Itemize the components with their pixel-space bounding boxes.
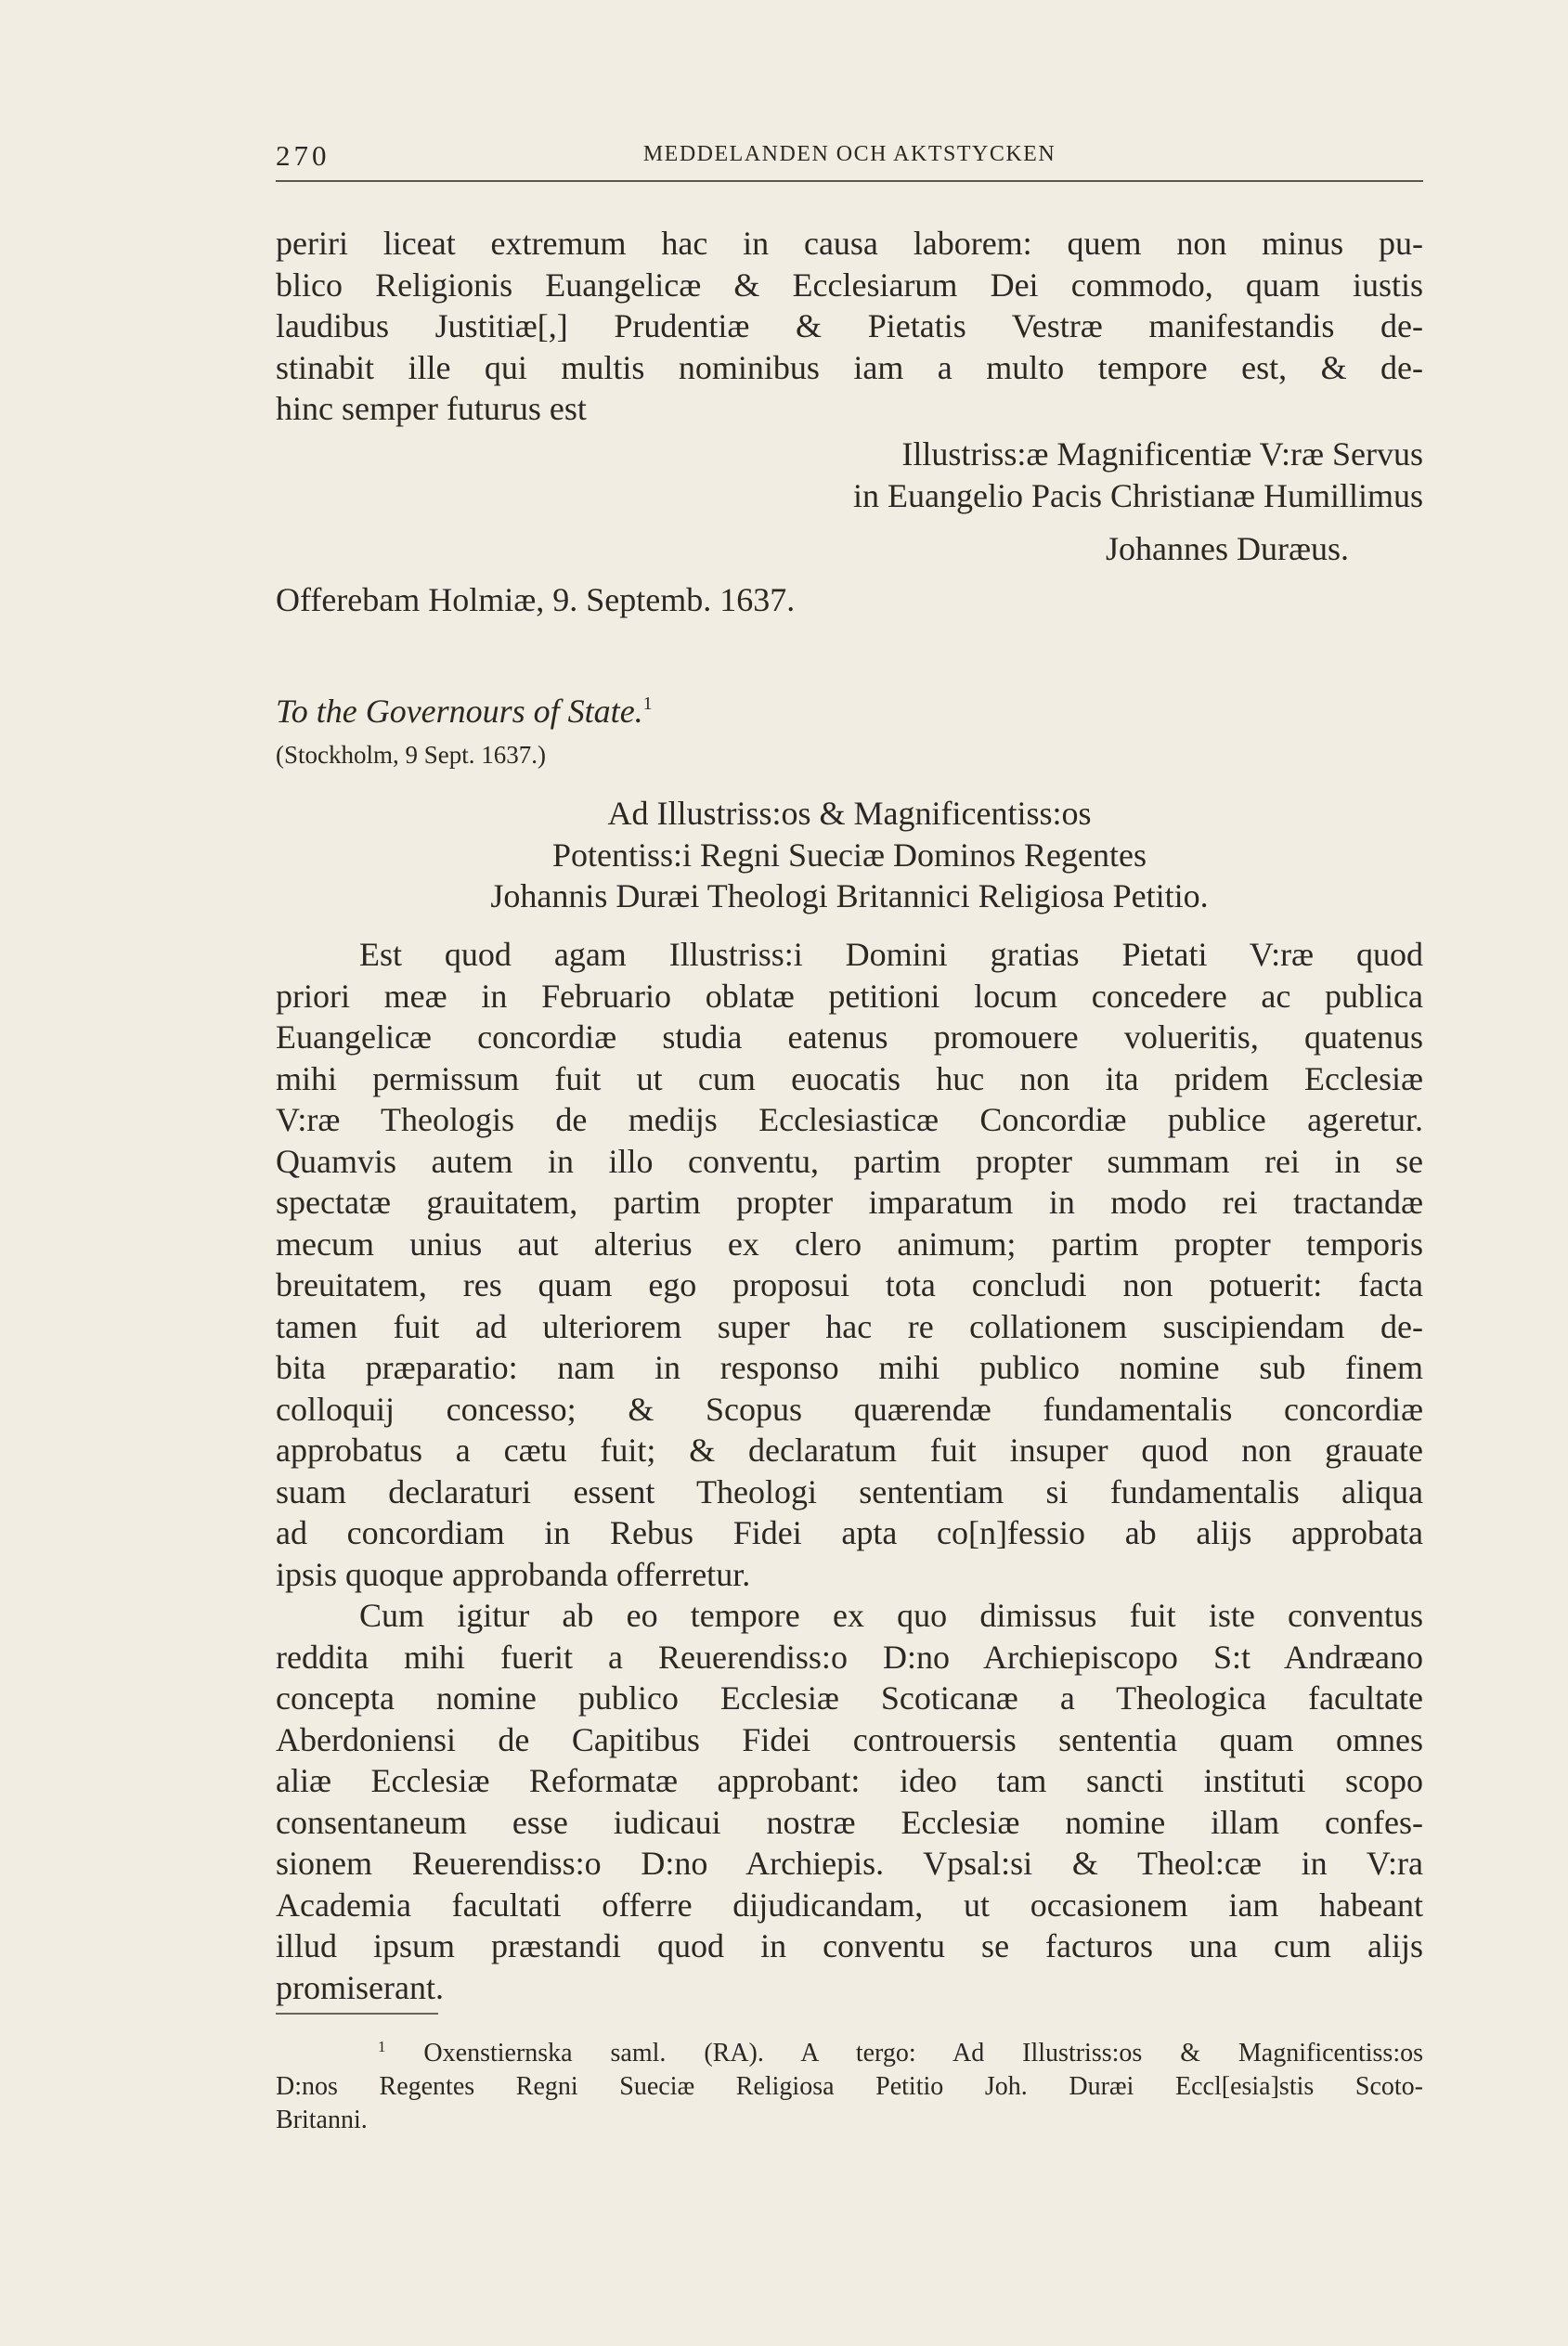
text-line: colloquij concesso; & Scopus quærendæ fundamentalis concordiæ [276, 1390, 1423, 1428]
text-line: Aberdoniensi de Capitibus Fidei controuersis sententia quam omnes [276, 1720, 1423, 1758]
text-line: concepta nomine publico Ecclesiæ Scoticanæ a Theologica facultate [276, 1679, 1423, 1717]
text-line: priori meæ in Februario oblatæ petitioni locum concedere ac publica [276, 977, 1423, 1015]
text-line: promiserant. [276, 1968, 444, 2006]
text-line: periri liceat extremum hac in causa laborem: quem non minus pu- [276, 225, 1423, 262]
text-line: illud ipsum præstandi quod in conventu se facturos una cum alijs [276, 1927, 1423, 1964]
address-line: Potentiss:i Regni Sueciæ Dominos Regentes [552, 836, 1147, 874]
text-line: blico Religionis Euangelicæ & Ecclesiarum Dei commodo, quam iustis [276, 266, 1423, 304]
footnote-divider [276, 2013, 438, 2015]
section-subtitle: (Stockholm, 9 Sept. 1637.) [276, 741, 546, 769]
text-line: Quamvis autem in illo conventu, partim propter summam rei in se [276, 1142, 1423, 1180]
text-line: consentaneum esse iudicaui nostræ Ecclesiæ nomine illam confes- [276, 1803, 1423, 1841]
running-title: MEDDELANDEN OCH AKTSTYCKEN [642, 142, 1056, 166]
text-line: mecum unius aut alterius ex clero animum; partim propter temporis [276, 1225, 1423, 1263]
page-header [276, 139, 1423, 182]
text-line: tamen fuit ad ulteriorem super hac re collationem suscipiendam de- [276, 1307, 1423, 1345]
page-number: 270 [276, 139, 330, 172]
text-line: sionem Reuerendiss:o D:no Archiepis. Vpsal:si & Theol:cæ in V:ra [276, 1845, 1423, 1882]
text-line: mihi permissum fuit ut cum euocatis huc non ita pridem Ecclesiæ [276, 1059, 1423, 1097]
footnote [276, 2030, 1423, 2137]
footnote-line: Britanni. [276, 2106, 368, 2134]
section-title [276, 692, 1423, 731]
closing-line: Illustriss:æ Magnificentiæ V:ræ Servus [901, 435, 1423, 473]
text-line: ad concordiam in Rebus Fidei apta co[n]fessio ab alijs approbata [276, 1514, 1423, 1551]
text-line: laudibus Justitiæ[,] Prudentiæ & Pietatis Vestræ manifestandis de- [276, 307, 1423, 344]
paragraph-1 [276, 934, 1423, 1595]
section-title-text: To the Governours of State. [276, 693, 643, 730]
footnote-number: 1 [378, 2038, 386, 2055]
text-line: bita præparatio: nam in responso mihi publico nomine sub finem [276, 1349, 1423, 1386]
text-line: spectatæ grauitatem, partim propter imparatum in modo rei tractandæ [276, 1184, 1423, 1221]
text-line: suam declaraturi essent Theologi sententiam si fundamentalis aliqua [276, 1472, 1423, 1510]
text-line: Est quod agam Illustriss:i Domini gratias Pietati V:ræ quod [359, 936, 1423, 973]
text-line: hinc semper futurus est [276, 390, 587, 427]
text-line: ipsis quoque approbanda offerretur. [276, 1555, 751, 1593]
letter-closing [276, 434, 1423, 516]
address-line: Ad Illustriss:os & Magnificentiss:os [607, 795, 1092, 832]
footnote-line: D:nos Regentes Regni Sueciæ Religiosa Petitio Joh. Duræi Eccl[esia]stis Scoto- [276, 2072, 1423, 2101]
text-line: stinabit ille qui multis nominibus iam a multo tempore est, & de- [276, 348, 1423, 386]
letter-end-text [276, 223, 1423, 430]
closing-line: in Euangelio Pacis Christianæ Humillimus [853, 476, 1423, 514]
signature: Johannes Duræus. [1106, 530, 1349, 567]
text-line: Academia facultati offerre dijudicandam, ut occasionem iam habeant [276, 1886, 1423, 1924]
text-line: reddita mihi fuerit a Reuerendiss:o D:no Archiepiscopo S:t Andræano [276, 1638, 1423, 1676]
text-line: Cum igitur ab eo tempore ex quo dimissus fuit iste conventus [359, 1597, 1423, 1634]
text-line: V:ræ Theologis de medijs Ecclesiasticæ Concordiæ publice ageretur. [276, 1101, 1423, 1138]
text-line: Euangelicæ concordiæ studia eatenus promouere volueritis, quatenus [276, 1018, 1423, 1056]
footnote-mark: 1 [642, 693, 653, 714]
paragraph-2 [276, 1595, 1423, 2008]
dateline: Offerebam Holmiæ, 9. Septemb. 1637. [276, 581, 796, 618]
text-line: approbatus a cætu fuit; & declaratum fuit insuper quod non grauate [276, 1432, 1423, 1469]
text-line: aliæ Ecclesiæ Reformatæ approbant: ideo tam sancti instituti scopo [276, 1762, 1423, 1799]
address-block [276, 793, 1423, 917]
address-line: Johannis Duræi Theologi Britannici Religiosa Petitio. [490, 877, 1209, 914]
text-line: breuitatem, res quam ego proposui tota concludi non potuerit: facta [276, 1266, 1423, 1303]
footnote-line: $^1$ Oxenstiernska saml. (RA). A tergo: Ad Illustriss:os & Magnificentiss:os [378, 2038, 1424, 2067]
